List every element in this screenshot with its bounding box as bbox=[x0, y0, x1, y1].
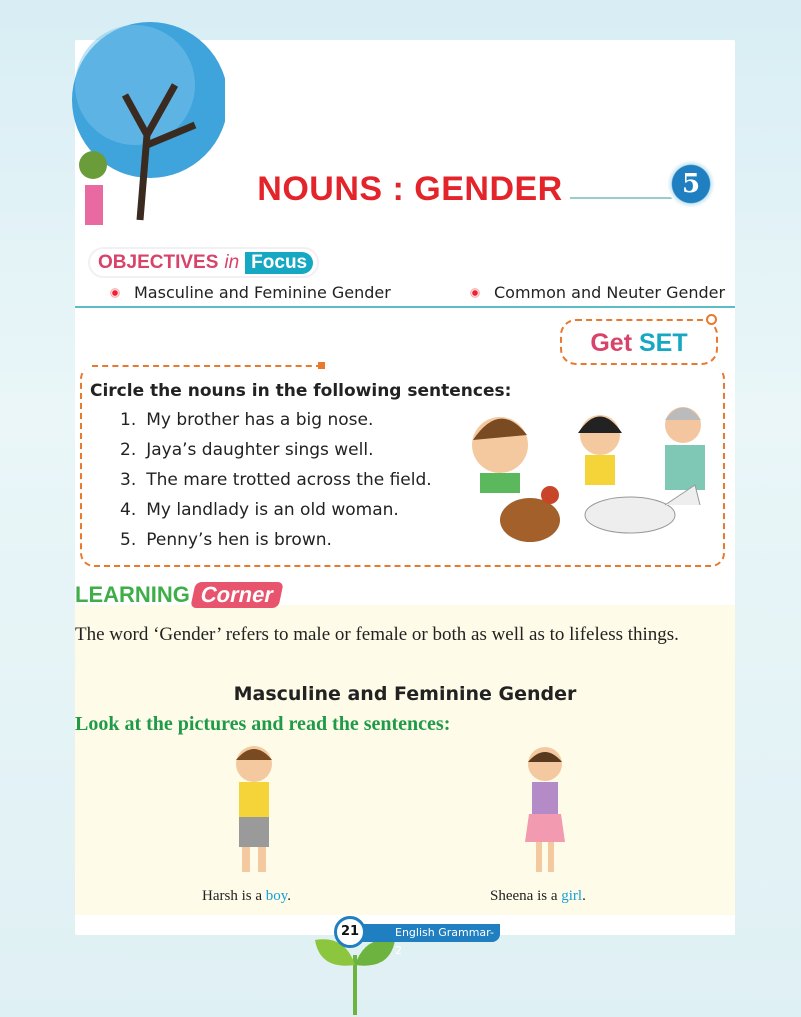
list-item: 2. Jaya’s daughter sings well. bbox=[120, 440, 374, 460]
divider bbox=[75, 306, 735, 308]
chapter-number-badge: 5 bbox=[667, 160, 715, 208]
list-item: 4. My landlady is an old woman. bbox=[120, 500, 399, 520]
definition-paragraph: The word ‘Gender’ refers to male or female or both as well as to lifeless things. bbox=[75, 624, 679, 645]
learning-corner-panel bbox=[75, 605, 735, 915]
objectives-label: OBJECTIVES bbox=[98, 251, 219, 273]
decor-dot bbox=[706, 314, 717, 325]
list-item: 5. Penny’s hen is brown. bbox=[120, 530, 332, 550]
list-item: 1. My brother has a big nose. bbox=[120, 410, 374, 430]
book-title: English Grammar-2 bbox=[350, 924, 500, 942]
learning-corner-banner: LEARNING Corner bbox=[75, 582, 281, 608]
section-heading: Masculine and Feminine Gender bbox=[233, 683, 577, 705]
chapter-title: NOUNS : GENDER bbox=[257, 170, 563, 208]
objectives-focus: Focus bbox=[245, 252, 313, 274]
list-item: 3. The mare trotted across the field. bbox=[120, 470, 432, 490]
objective-item: Common and Neuter Gender bbox=[470, 283, 725, 302]
characters-illustration bbox=[465, 395, 720, 560]
box-border bbox=[92, 365, 322, 367]
girl-illustration bbox=[515, 742, 575, 882]
caption-boy: Harsh is a boy. bbox=[202, 888, 292, 904]
get-set-badge: Get SET bbox=[560, 319, 718, 365]
sentence-list bbox=[120, 410, 432, 560]
boy-illustration bbox=[222, 742, 287, 882]
bullet-icon bbox=[110, 288, 120, 298]
activity-instruction: Circle the nouns in the following sentences: bbox=[90, 381, 512, 401]
objectives-in: in bbox=[224, 251, 240, 273]
page-number: 21 bbox=[334, 916, 366, 948]
caption-girl: Sheena is a girl. bbox=[490, 888, 586, 904]
objectives-banner bbox=[90, 249, 317, 276]
picture-instruction: Look at the pictures and read the sentences: bbox=[75, 713, 451, 735]
bullet-icon bbox=[470, 288, 480, 298]
divider bbox=[570, 197, 680, 199]
objective-item: Masculine and Feminine Gender bbox=[110, 283, 391, 302]
decor-square bbox=[318, 362, 325, 369]
